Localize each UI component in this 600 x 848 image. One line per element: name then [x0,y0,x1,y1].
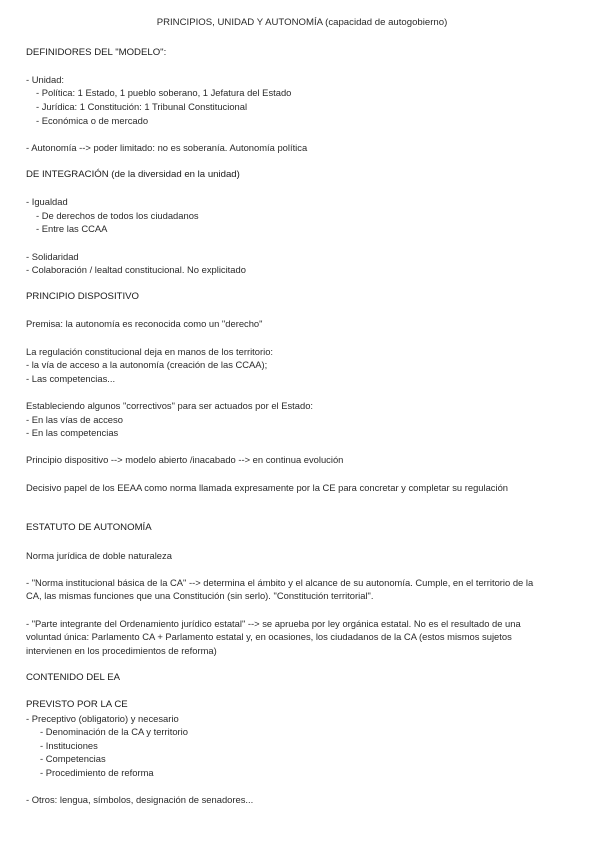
contenido-heading: CONTENIDO DEL EA [26,671,120,683]
colaboracion-item: - Colaboración / lealtad constitucional. No explicitado [26,264,246,276]
solidaridad-item: - Solidaridad [26,250,79,262]
previsto-heading: PREVISTO POR LA CE [26,699,128,711]
unidad-item: - Unidad: [26,73,65,85]
competencias-ea-item: - Competencias [40,753,106,765]
parte-integrante-line-1: - "Parte integrante del Ordenamiento jurídico estatal" --> se aprueba por ley orgánica estatal. No es el resultado de una [26,617,521,629]
igualdad-item: - Igualdad [26,196,68,208]
definidores-heading: DEFINIDORES DEL "MODELO": [26,46,167,58]
estableciendo-text: Estableciendo algunos "correctivos" para ser actuados por el Estado: [26,400,314,412]
entre-ccaa-item: - Entre las CCAA [36,223,108,235]
integracion-heading: DE INTEGRACIÓN (de la diversidad en la unidad) [26,168,240,180]
regulacion-text: La regulación constitucional deja en manos de los territorio: [26,345,274,357]
via-acceso-item: - la vía de acceso a la autonomía (creación de las CCAA); [26,359,268,371]
dispositivo-heading: PRINCIPIO DISPOSITIVO [26,291,140,303]
en-competencias-item: - En las competencias [26,427,119,439]
autonomia-item: - Autonomía --> poder limitado: no es soberanía. Autonomía política [26,141,308,153]
decisivo-text: Decisivo papel de los EEAA como norma llamada expresamente por la CE para concretar y completar su regulación [26,481,509,493]
norma-text: Norma jurídica de doble naturaleza [26,549,172,561]
norma-institucional-line-2: CA, las mismas funciones que una Constitución (sin serlo). "Constitución territorial". [26,590,374,602]
vias-acceso-item: - En las vías de acceso [26,413,123,425]
juridica-item: - Jurídica: 1 Constitución: 1 Tribunal Constitucional [36,100,248,112]
competencias-item: - Las competencias... [26,372,116,384]
document-title: PRINCIPIOS, UNIDAD Y AUTONOMÍA (capacidad de autogobierno) [156,17,448,28]
parte-integrante-line-3: intervienen en los procedimientos de reforma) [26,644,217,656]
parte-integrante-line-2: voluntad única: Parlamento CA + Parlamento estatal y, en ocasiones, los ciudadanos de la CA (estos mismos sujetos [26,631,512,643]
estatuto-heading: ESTATUTO DE AUTONOMÍA [26,522,152,534]
procedimiento-item: - Procedimiento de reforma [40,767,154,779]
denominacion-item: - Denominación de la CA y territorio [40,726,188,738]
principio-dispositivo-text: Principio dispositivo --> modelo abierto /inacabado --> en continua evolución [26,454,344,466]
otros-item: - Otros: lengua, símbolos, designación de senadores... [26,794,254,806]
premisa-text: Premisa: la autonomía es reconocida como un "derecho" [26,318,263,330]
norma-institucional-line-1: - "Norma institucional básica de la CA" --> determina el ámbito y el alcance de su autonomía. Cumple, en el territorio de la [26,576,534,588]
instituciones-item: - Instituciones [40,739,98,751]
derechos-item: - De derechos de todos los ciudadanos [36,209,199,221]
politica-item: - Política: 1 Estado, 1 pueblo soberano, 1 Jefatura del Estado [36,87,292,99]
preceptivo-item: - Preceptivo (obligatorio) y necesario [26,712,179,724]
economica-item: - Económica o de mercado [36,114,149,126]
